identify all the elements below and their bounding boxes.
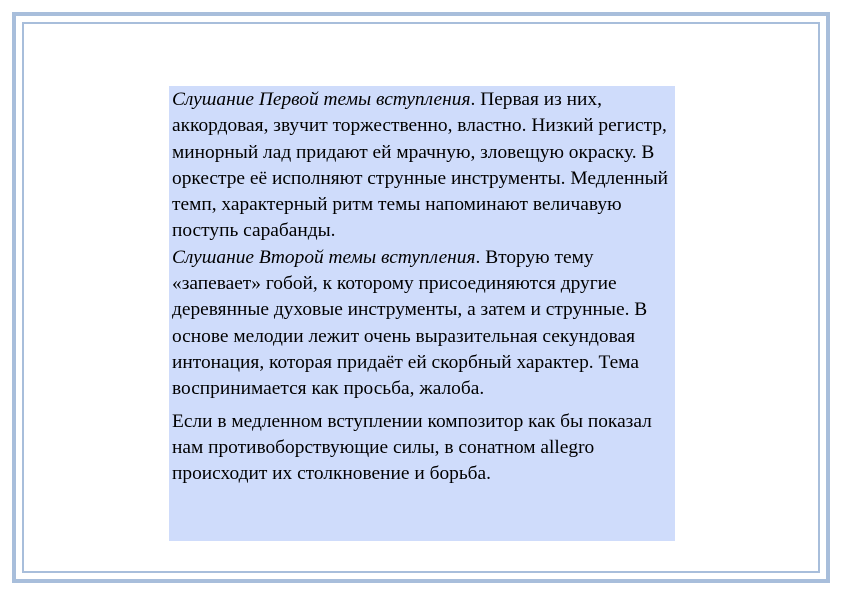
paragraph-second-theme-title: Слушание Второй темы вступления (172, 246, 476, 268)
paragraph-second-theme (172, 245, 672, 403)
paragraph-conclusion (172, 409, 672, 488)
text-box (169, 86, 675, 541)
paragraph-first-theme-title: Слушание Первой темы вступления (172, 89, 471, 110)
paragraph-first-theme-body: . Первая из них, аккордовая, звучит торжественно, властно. Низкий регистр, минорный лад придают ей мрачную, зловещую окраску. В оркестре её исполняют струнные инструменты. Медленный темп, характерный ритм темы напоминают величавую поступь сарабанды. (172, 89, 669, 242)
paragraph-conclusion-body: Если в медленном вступлении композитор как бы показал нам противоборствующие силы, в сонатном allegro происходит их столкновение и борьба. (172, 410, 652, 485)
paragraph-first-theme (172, 87, 672, 245)
paragraph-second-theme-body: . Вторую тему «запевает» гобой, к которому присоединяются другие деревянные духовые инструменты, а затем и струнные. В основе мелодии лежит очень выразительная секундовая интонация, которая придаёт ей скорбный характер. Тема воспринимается как просьба, жалоба. (172, 246, 648, 400)
